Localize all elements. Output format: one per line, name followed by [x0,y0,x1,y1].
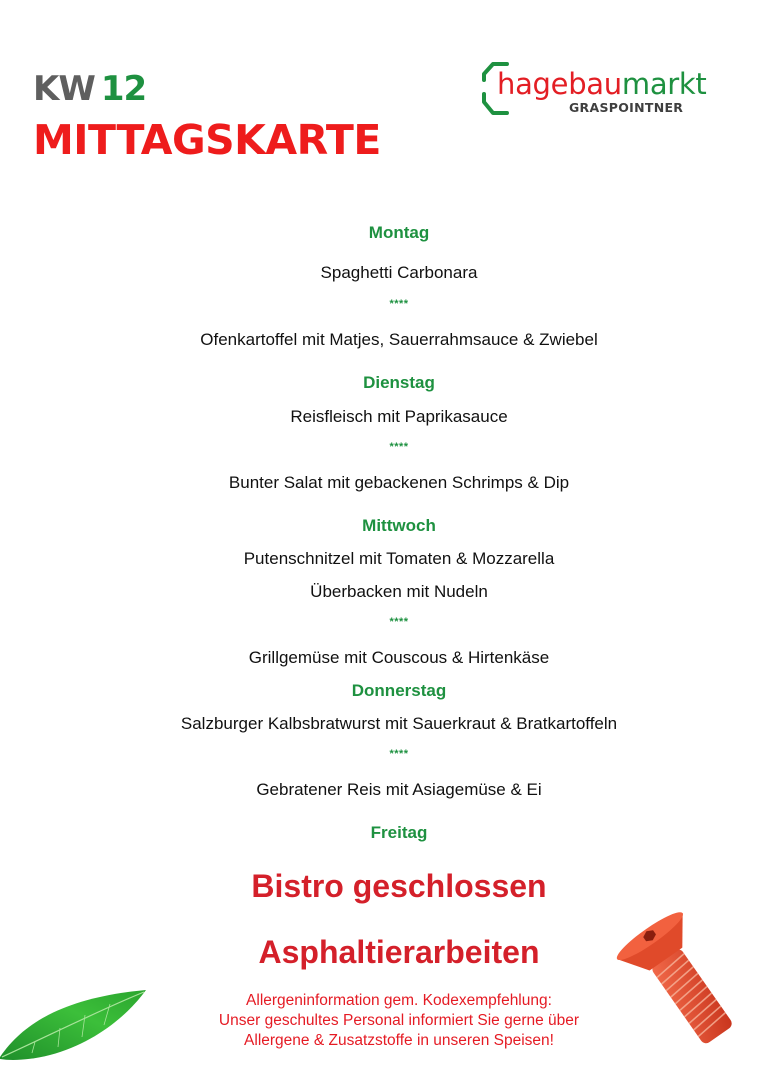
day-heading-montag: Montag [368,223,430,242]
screw-icon [612,912,752,1052]
header [33,70,381,162]
allergen-note-line: Unser geschultes Personal informiert Sie gerne über [218,1012,580,1029]
dish-item: Gebratener Reis mit Asiagemüse & Ei [256,780,542,799]
closed-reason: Asphaltierarbeiten [258,934,540,970]
week-label [33,70,381,108]
logo-brand-markt: markt [621,67,707,101]
leaf-icon [0,985,150,1065]
dish-item: Überbacken mit Nudeln [310,582,488,601]
dish-item: Ofenkartoffel mit Matjes, Sauerrahmsauce & Zwiebel [200,330,598,349]
dish-separator: **** [389,298,409,310]
dish-separator: **** [389,748,409,760]
closed-notice: Bistro geschlossen [251,868,547,904]
logo-wordmark [497,68,706,100]
allergen-note-line: Allergeninformation gem. Kodexempfehlung: [246,992,552,1009]
logo-subtitle: GRASPOINTNER [569,100,684,115]
page-title: MITTAGSKARTE [33,116,381,164]
day-heading-mittwoch: Mittwoch [362,516,436,535]
hagebaumarkt-logo [481,60,741,120]
week-number: 12 [100,69,147,109]
week-prefix: KW [33,69,95,109]
day-heading-donnerstag: Donnerstag [351,681,447,700]
dish-separator: **** [389,441,409,453]
dish-item: Putenschnitzel mit Tomaten & Mozzarella [243,549,555,568]
dish-item: Bunter Salat mit gebackenen Schrimps & Dip [228,473,570,492]
logo-brand-hagebau: hagebau [497,67,622,101]
allergen-note-line: Allergene & Zusatzstoffe in unseren Speisen! [244,1032,554,1049]
dish-separator: **** [389,616,409,628]
day-heading-freitag: Freitag [370,823,428,842]
dish-item: Reisfleisch mit Paprikasauce [290,407,508,426]
dish-item: Grillgemüse mit Couscous & Hirtenkäse [248,648,550,667]
dish-item: Salzburger Kalbsbratwurst mit Sauerkraut & Bratkartoffeln [180,714,618,733]
dish-item: Spaghetti Carbonara [320,263,478,282]
day-heading-dienstag: Dienstag [363,373,435,392]
